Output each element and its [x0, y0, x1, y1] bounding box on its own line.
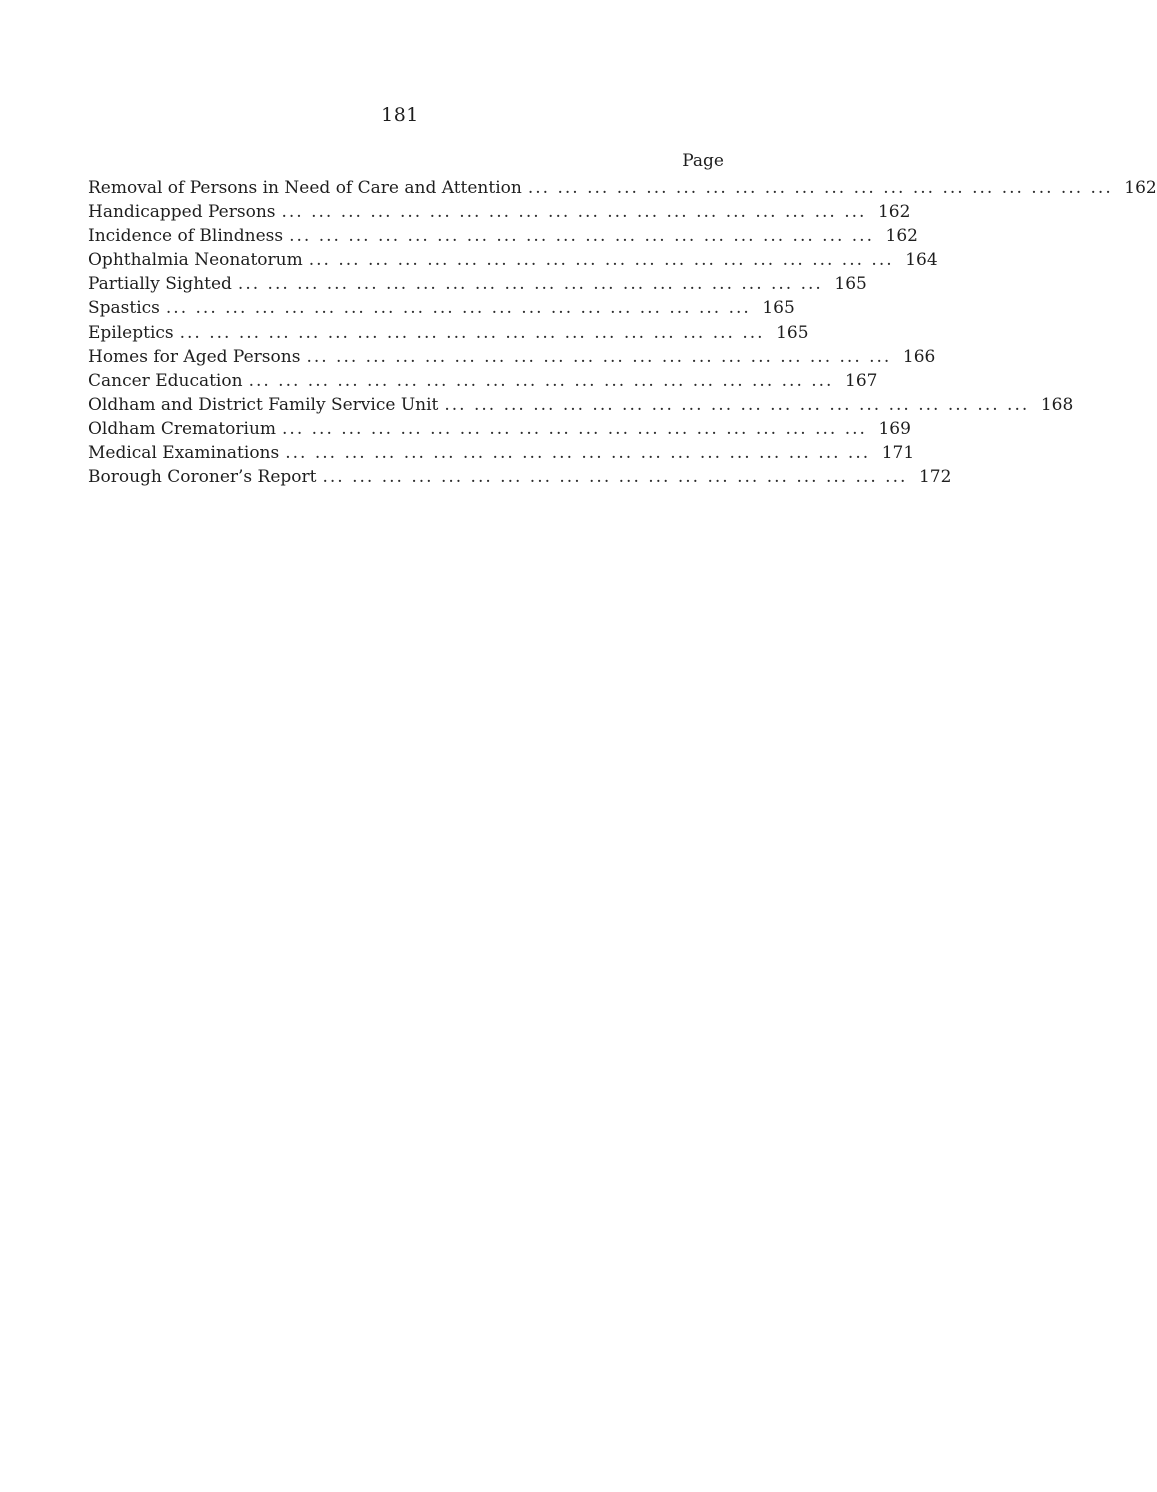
contents-entry	[88, 441, 915, 465]
contents-entry	[88, 224, 918, 248]
dot-leader: ... ... ... ... ... ... ... ... ... ... ... ... ... ... ... ... ... ... ... ...	[444, 394, 1030, 415]
dot-leader: ... ... ... ... ... ... ... ... ... ... ... ... ... ... ... ... ... ... ... ...	[527, 178, 1113, 198]
page-column-heading: Page	[682, 151, 724, 171]
entry-title: Removal of Persons in Need of Care and Attention	[88, 178, 522, 198]
entry-title: Ophthalmia Neonatorum	[88, 250, 303, 271]
page-number: 181	[381, 104, 419, 126]
entry-page-number: 165	[762, 298, 795, 319]
entry-title: Medical Examinations	[88, 443, 280, 464]
contents-entry	[88, 393, 1074, 417]
entry-title: Oldham and District Family Service Unit	[88, 394, 439, 415]
entry-title: Homes for Aged Persons	[88, 346, 301, 367]
entry-page-number: 171	[881, 443, 915, 464]
entry-title: Oldham Crematorium	[88, 418, 277, 439]
contents-entry	[88, 345, 936, 369]
entry-title: Handicapped Persons	[88, 202, 276, 223]
contents-entry	[88, 369, 878, 393]
contents-entry	[88, 176, 1157, 200]
dot-leader: ... ... ... ... ... ... ... ... ... ... ... ... ... ... ... ... ... ... ... ...	[248, 370, 834, 391]
entry-page-number: 162	[1124, 178, 1157, 198]
dot-leader: ... ... ... ... ... ... ... ... ... ... ... ... ... ... ... ... ... ... ... ...	[237, 274, 823, 295]
entry-title: Epileptics	[88, 322, 174, 343]
entry-page-number: 164	[905, 250, 938, 271]
entry-page-number: 169	[878, 418, 911, 439]
dot-leader: ... ... ... ... ... ... ... ... ... ... ... ... ... ... ... ... ... ... ... ...	[289, 226, 874, 247]
contents-entry	[88, 296, 795, 320]
contents-entry	[88, 321, 809, 345]
entry-page-number: 166	[902, 346, 936, 367]
entry-title: Partially Sighted	[88, 274, 232, 295]
dot-leader: ... ... ... ... ... ... ... ... ... ... ... ... ... ... ... ... ... ... ... ...	[285, 443, 871, 464]
entry-page-number: 162	[877, 202, 911, 223]
contents-entry	[88, 417, 911, 441]
dot-leader: ... ... ... ... ... ... ... ... ... ... ... ... ... ... ... ... ... ... ... ...	[282, 418, 867, 439]
entry-page-number: 172	[918, 467, 952, 488]
entry-page-number: 162	[885, 226, 918, 247]
entry-page-number: 168	[1040, 394, 1074, 415]
entry-title: Cancer Education	[88, 370, 243, 391]
entry-title: Borough Coroner’s Report	[88, 467, 317, 488]
dot-leader: ... ... ... ... ... ... ... ... ... ... ... ... ... ... ... ... ... ... ... ...	[179, 322, 765, 343]
entry-page-number: 167	[845, 370, 878, 391]
contents-list	[88, 146, 1157, 489]
dot-leader: ... ... ... ... ... ... ... ... ... ... ... ... ... ... ... ... ... ... ... ...	[281, 202, 867, 223]
entry-page-number: 165	[776, 322, 809, 343]
entry-page-number: 165	[834, 274, 867, 295]
dot-leader: ... ... ... ... ... ... ... ... ... ... ... ... ... ... ... ... ... ... ... ...	[165, 298, 751, 319]
contents-entry	[88, 248, 938, 272]
entry-title: Spastics	[88, 298, 160, 319]
dot-leader: ... ... ... ... ... ... ... ... ... ... ... ... ... ... ... ... ... ... ... ...	[308, 250, 894, 271]
contents-entry	[88, 465, 952, 489]
entry-title: Incidence of Blindness	[88, 226, 284, 247]
contents-entry	[88, 200, 911, 224]
contents-entry	[88, 272, 867, 296]
dot-leader: ... ... ... ... ... ... ... ... ... ... ... ... ... ... ... ... ... ... ... ...	[306, 346, 892, 367]
dot-leader: ... ... ... ... ... ... ... ... ... ... ... ... ... ... ... ... ... ... ... ...	[322, 467, 908, 488]
